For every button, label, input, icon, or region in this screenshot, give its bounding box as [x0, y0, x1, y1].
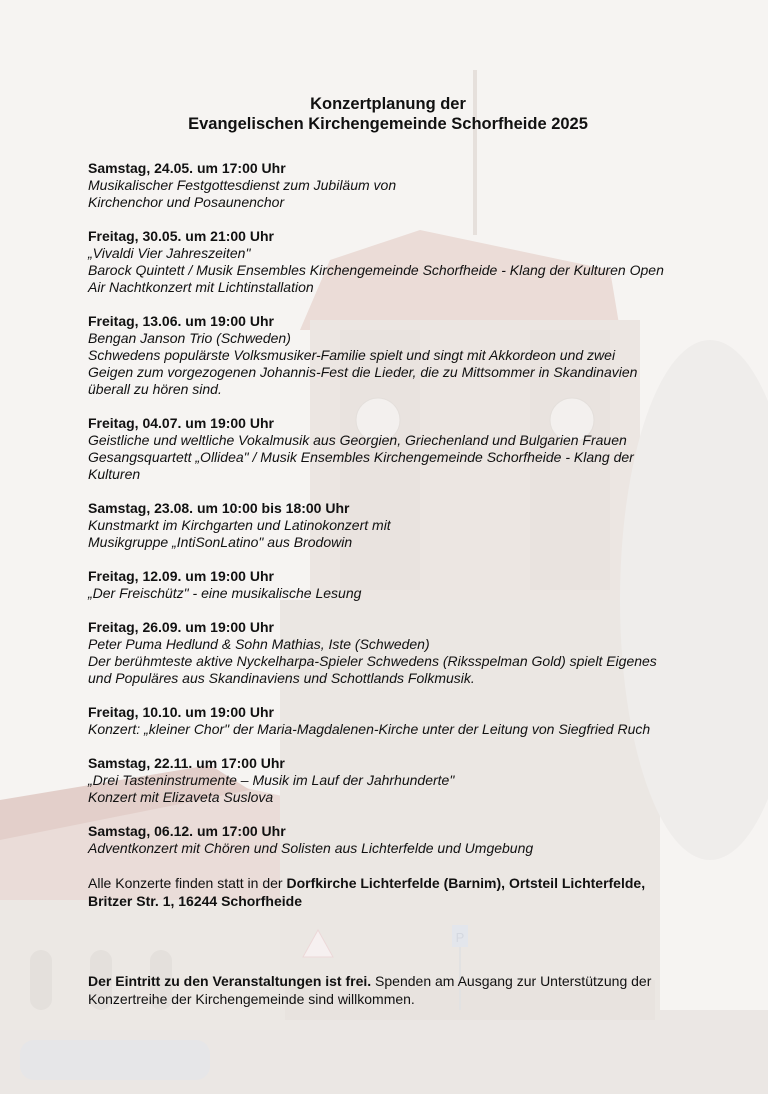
event-item [88, 500, 688, 551]
event-description-line: Gesangsquartett „Ollidea" / Musik Ensembles Kirchengemeinde Schorfheide - Klang der [88, 449, 634, 465]
event-description-line: Barock Quintett / Musik Ensembles Kirchengemeinde Schorfheide - Klang der Kulturen Open [88, 262, 664, 278]
event-item [88, 313, 688, 398]
event-date: Freitag, 26.09. um 19:00 Uhr [88, 619, 274, 635]
entry-text: Spenden am Ausgang zur Unterstützung der [371, 973, 652, 989]
event-item [88, 619, 688, 687]
event-item [88, 160, 688, 211]
document-body [88, 94, 688, 1008]
event-item [88, 704, 688, 738]
event-description-line: Musikgruppe „IntiSonLatino" aus Brodowin [88, 534, 353, 550]
venue-prefix: Alle Konzerte finden statt in der [88, 875, 287, 891]
event-description-line: Bengan Janson Trio (Schweden) [88, 330, 291, 346]
event-description-line: Geigen zum vorgezogenen Johannis-Fest die Lieder, die zu Mittsommer in Skandinavien [88, 364, 638, 380]
title-line-2: Evangelischen Kirchengemeinde Schorfheide 2025 [188, 115, 588, 133]
event-description-line: Adventkonzert mit Chören und Solisten aus Lichterfelde und Umgebung [88, 840, 534, 856]
event-description-line: und Populäres aus Skandinaviens und Schottlands Folkmusik. [88, 670, 475, 686]
entry-free: Der Eintritt zu den Veranstaltungen ist frei. [88, 973, 372, 989]
title-line-1: Konzertplanung der [310, 95, 466, 113]
event-date: Samstag, 22.11. um 17:00 Uhr [88, 755, 285, 771]
event-item [88, 755, 688, 806]
event-item [88, 568, 688, 602]
event-description-line: Musikalischer Festgottesdienst zum Jubiläum von [88, 177, 397, 193]
event-date: Freitag, 12.09. um 19:00 Uhr [88, 568, 274, 584]
event-item [88, 415, 688, 483]
venue-note [88, 874, 688, 910]
event-description-line: „Drei Tasteninstrumente – Musik im Lauf der Jahrhunderte" [88, 772, 455, 788]
event-description-line: Kunstmarkt im Kirchgarten und Latinokonzert mit [88, 517, 391, 533]
event-item [88, 228, 688, 296]
event-date: Freitag, 04.07. um 19:00 Uhr [88, 415, 274, 431]
event-description-line: Geistliche und weltliche Vokalmusik aus Georgien, Griechenland und Bulgarien Frauen [88, 432, 627, 448]
venue-address: Britzer Str. 1, 16244 Schorfheide [88, 893, 302, 909]
entry-text-line2: Konzertreihe der Kirchengemeinde sind willkommen. [88, 991, 415, 1007]
entry-note [88, 972, 688, 1008]
event-description-line: „Vivaldi Vier Jahreszeiten" [88, 245, 251, 261]
event-description-line: Kulturen [88, 466, 141, 482]
event-description-line: Kirchenchor und Posaunenchor [88, 194, 285, 210]
event-description-line: Peter Puma Hedlund & Sohn Mathias, Iste (Schweden) [88, 636, 430, 652]
event-date: Freitag, 30.05. um 21:00 Uhr [88, 228, 274, 244]
event-date: Samstag, 23.08. um 10:00 bis 18:00 Uhr [88, 500, 350, 516]
event-description-line: „Der Freischütz" - eine musikalische Lesung [88, 585, 362, 601]
venue-location: Dorfkirche Lichterfelde (Barnim), Ortsteil Lichterfelde, [286, 875, 646, 891]
event-description-line: Schwedens populärste Volksmusiker-Familie spielt und singt mit Akkordeon und zwei [88, 347, 616, 363]
event-description-line: überall zu hören sind. [88, 381, 222, 397]
parking-sign: P [455, 930, 465, 945]
event-description-line: Konzert: „kleiner Chor" der Maria-Magdalenen-Kirche unter der Leitung von Siegfried Ruch [88, 721, 651, 737]
event-description-line: Der berühmteste aktive Nyckelharpa-Spieler Schwedens (Riksspelman Gold) spielt Eigenes [88, 653, 657, 669]
event-description-line: Konzert mit Elizaveta Suslova [88, 789, 274, 805]
event-description-line: Air Nachtkonzert mit Lichtinstallation [88, 279, 314, 295]
event-date: Freitag, 13.06. um 19:00 Uhr [88, 313, 274, 329]
page-title [74, 94, 702, 134]
event-date: Samstag, 24.05. um 17:00 Uhr [88, 160, 286, 176]
event-date: Freitag, 10.10. um 19:00 Uhr [88, 704, 274, 720]
event-date: Samstag, 06.12. um 17:00 Uhr [88, 823, 286, 839]
event-item [88, 823, 688, 857]
event-list [88, 160, 688, 857]
